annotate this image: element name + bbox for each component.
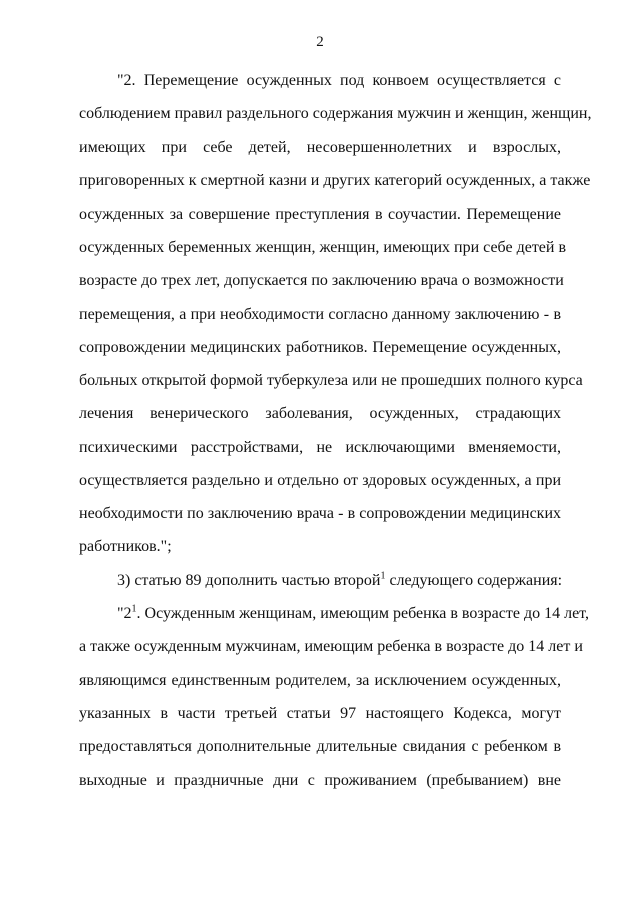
amendment-item-line [117, 571, 561, 591]
paragraph-line: работников."; [79, 538, 172, 555]
paragraph-line: "2. Перемещение осужденных под конвоем осуществляется с [117, 72, 561, 89]
paragraph-line: больных открытой формой туберкулеза или не прошедших полного курса [79, 372, 583, 389]
new-part-number: "2 [117, 605, 132, 622]
paragraph-line: а также осужденным мужчинам, имеющим ребенка в возрасте до 14 лет и [79, 638, 583, 655]
paragraph-line: осуществляется раздельно и отдельно от здоровых осужденных, а при [79, 472, 561, 489]
paragraph-line: выходные и праздничные дни с проживанием (пребыванием) вне [79, 772, 561, 789]
paragraph-line: соблюдением правил раздельного содержания мужчин и женщин, женщин, [79, 105, 592, 122]
paragraph-line: указанных в части третьей статьи 97 настоящего Кодекса, могут [79, 705, 561, 722]
paragraph-line: лечения венерического заболевания, осужденных, страдающих [79, 405, 561, 422]
paragraph-line: необходимости по заключению врача - в сопровождении медицинских [79, 505, 561, 522]
paragraph-line: имеющих при себе детей, несовершеннолетних и взрослых, [79, 139, 561, 156]
new-part-first-line [117, 603, 589, 624]
new-part-text: . Осужденным женщинам, имеющим ребенка в возрасте до 14 лет, [136, 605, 589, 622]
paragraph-line: перемещения, а при необходимости согласно данному заключению - в [79, 306, 561, 323]
page-number: 2 [316, 34, 324, 50]
superscript-mark: 1 [131, 603, 137, 615]
amendment-item-text: 3) статью 89 дополнить частью второй [117, 572, 381, 589]
paragraph-line: психическими расстройствами, не исключающими вменяемости, [79, 439, 561, 456]
paragraph-line: являющимся единственным родителем, за исключением осужденных, [79, 672, 561, 689]
paragraph-line: возрасте до трех лет, допускается по заключению врача о возможности [79, 272, 564, 289]
paragraph-line: осужденных беременных женщин, женщин, имеющих при себе детей в [79, 239, 567, 256]
superscript-mark: 1 [380, 570, 386, 582]
paragraph-line: приговоренных к смертной казни и других категорий осужденных, а также [79, 172, 591, 189]
amendment-item-text-end: следующего содержания: [389, 572, 563, 589]
paragraph-line: осужденных за совершение преступления в соучастии. Перемещение [79, 206, 561, 223]
paragraph-line: предоставляться дополнительные длительные свидания с ребенком в [79, 738, 561, 755]
paragraph-line: сопровождении медицинских работников. Перемещение осужденных, [79, 339, 561, 356]
